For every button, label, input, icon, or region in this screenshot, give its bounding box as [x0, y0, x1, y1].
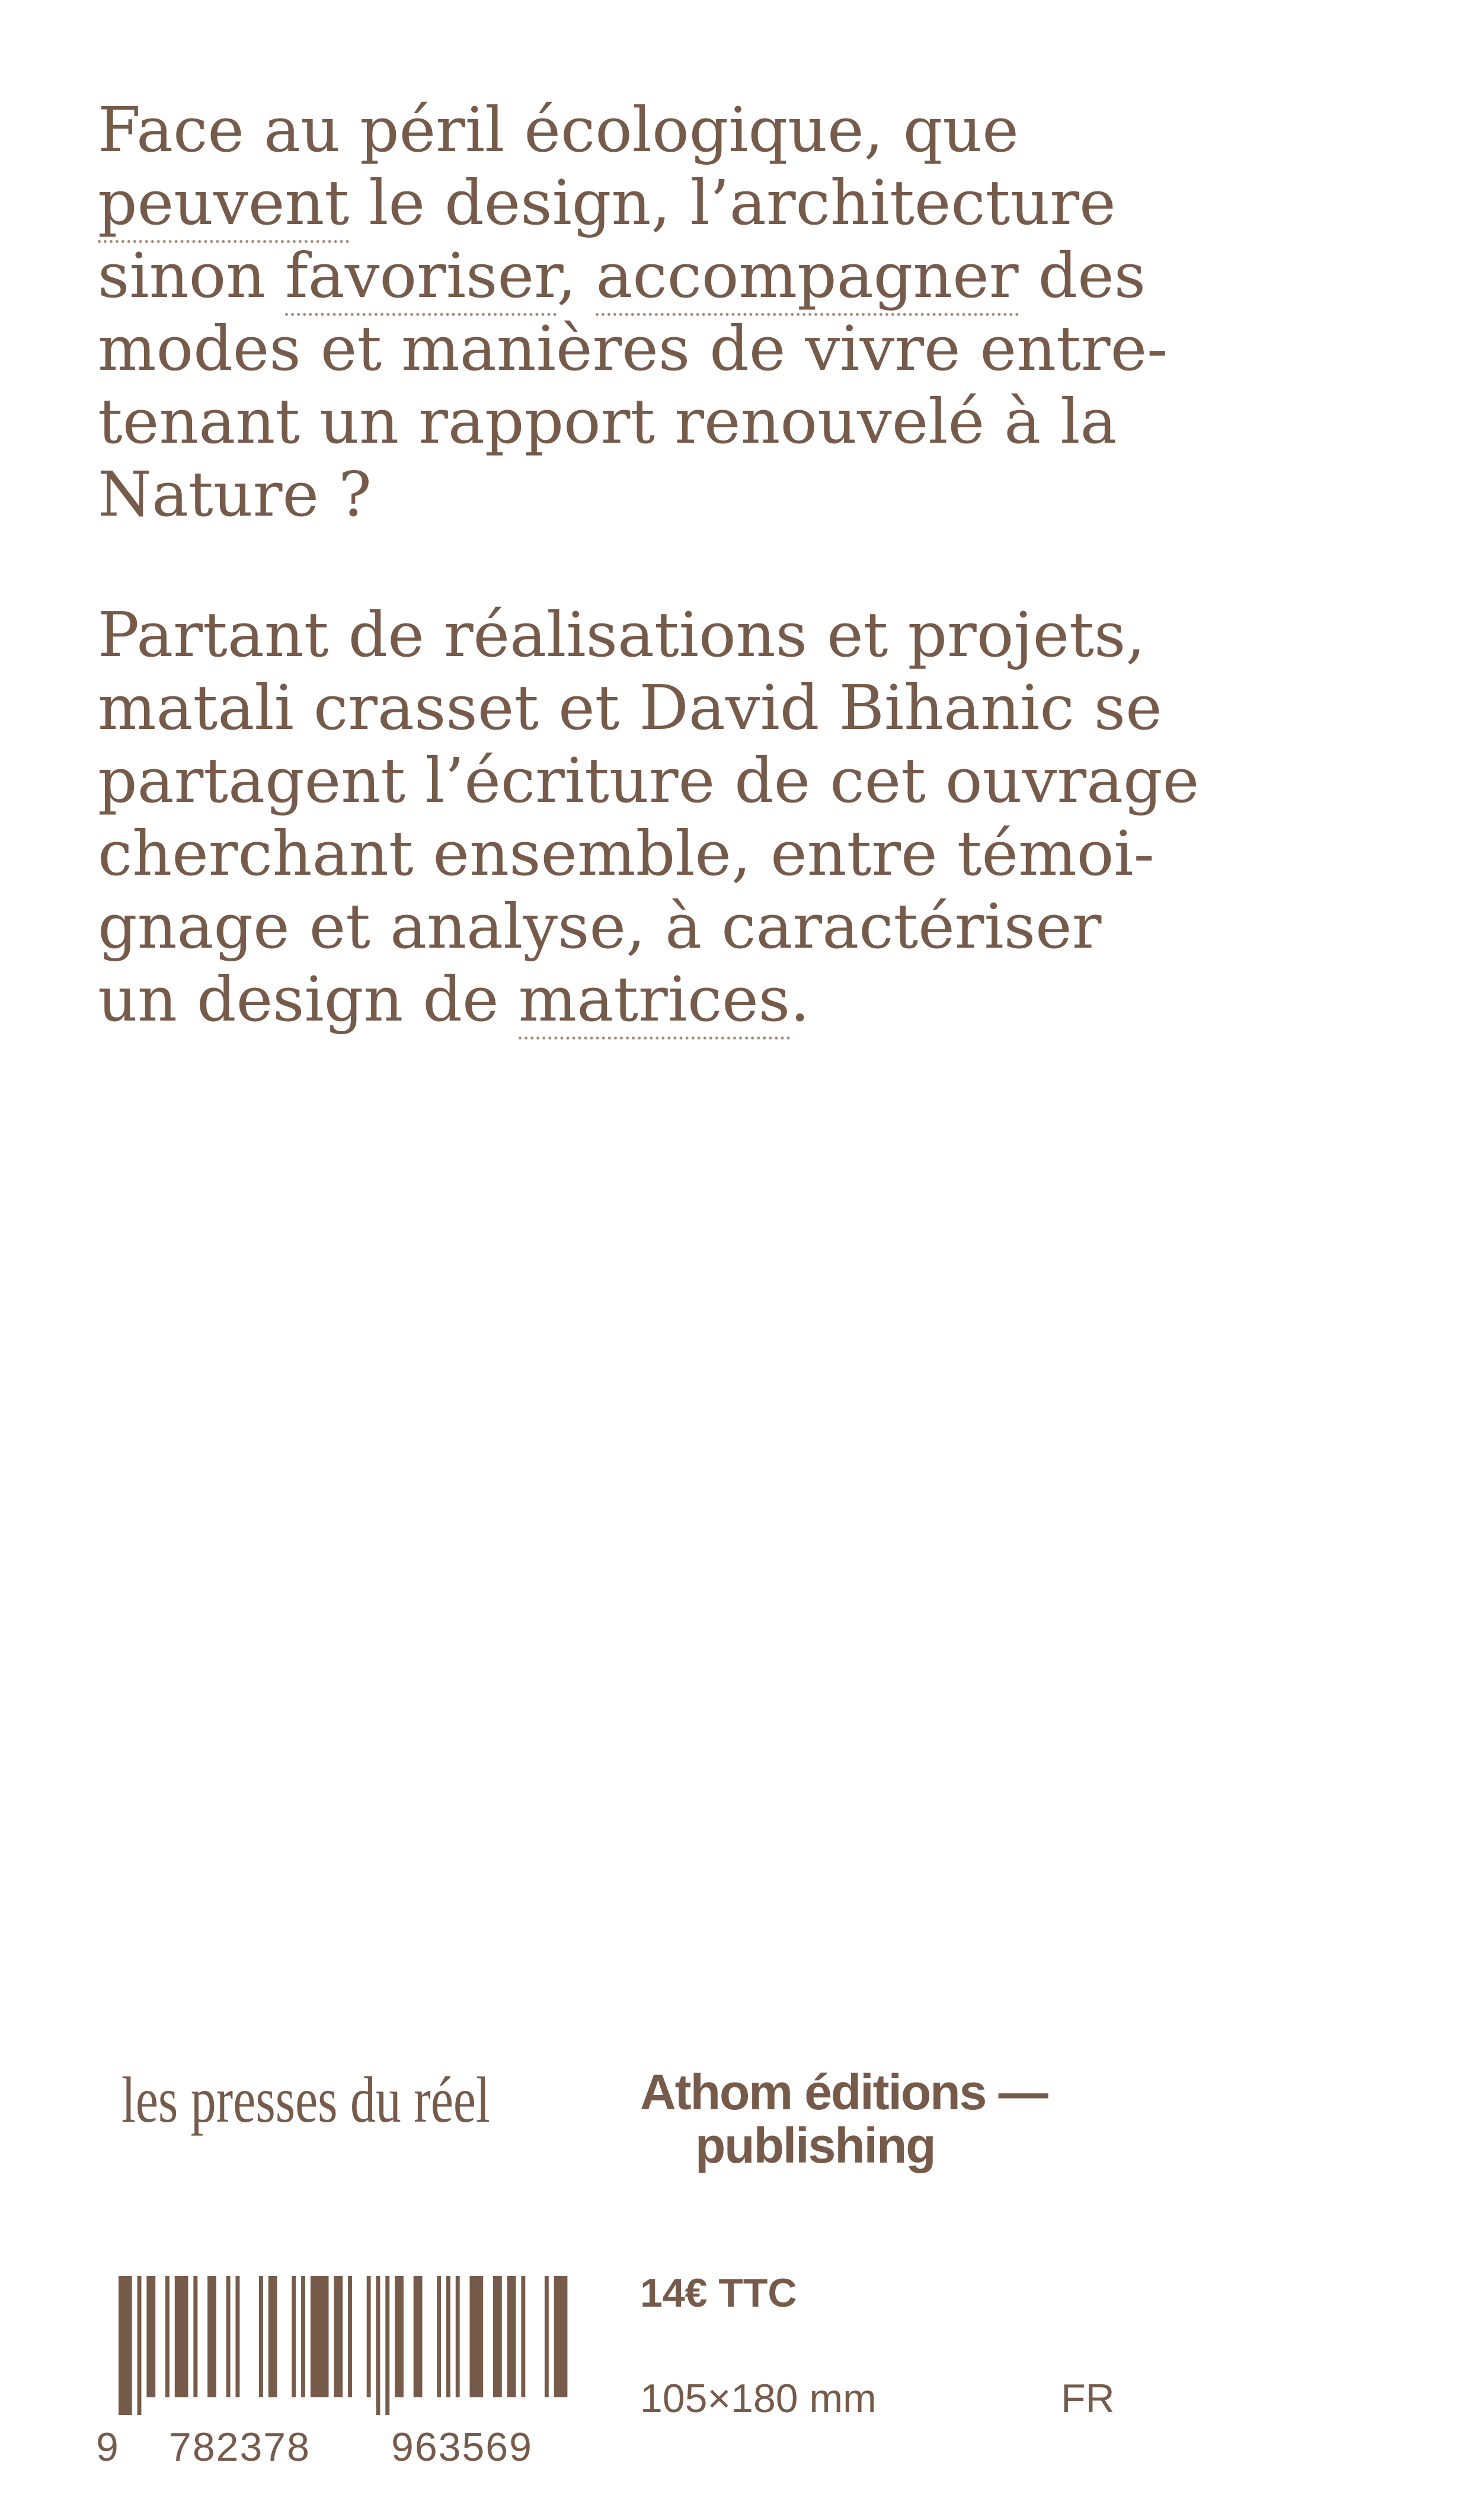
blurb-line: Partant de réalisations et projets, — [98, 599, 1146, 671]
text-run: . — [790, 963, 810, 1035]
barcode-bar — [119, 2276, 132, 2415]
barcode-bar — [137, 2276, 142, 2415]
barcode-bar — [259, 2276, 263, 2397]
blurb-line: partagent l’écriture de cet ouvrage — [98, 744, 1200, 817]
text-run: un design de — [98, 963, 519, 1035]
barcode-bars — [119, 2276, 569, 2415]
blurb-line: Nature ? — [98, 458, 372, 530]
underlined-term: matrices — [519, 963, 791, 1040]
blurb-line: modes et manières de vivre entre- — [98, 312, 1168, 385]
isbn-group-1: 782378 — [169, 2425, 311, 2470]
barcode-bar — [367, 2276, 371, 2397]
barcode-bar — [414, 2276, 423, 2397]
barcode-bar — [470, 2276, 484, 2397]
blurb-line — [98, 239, 1402, 312]
blurb-line: Face au péril écologique, que — [98, 94, 1019, 166]
barcode-bar — [236, 2276, 240, 2397]
barcode-bar — [385, 2276, 389, 2415]
price: 14€ TTC — [640, 2270, 797, 2316]
blurb-paragraph-2 — [98, 599, 1402, 1036]
barcode-bar — [545, 2276, 549, 2397]
blurb-line — [98, 167, 1402, 239]
publisher-logo-les-presses-du-reel: les presses du réel — [121, 2064, 490, 2136]
barcode-bar — [207, 2276, 216, 2397]
text-run: , — [557, 239, 596, 312]
barcode-bar — [268, 2276, 277, 2397]
barcode-bar — [395, 2276, 404, 2397]
blurb-line — [98, 963, 1402, 1036]
isbn-group-2: 963569 — [391, 2425, 533, 2470]
barcode-bar — [446, 2276, 450, 2397]
barcode-bar — [301, 2276, 305, 2397]
barcode-bar — [311, 2276, 329, 2397]
barcode-bar — [292, 2276, 296, 2397]
barcode-bar — [437, 2276, 441, 2397]
blurb-line: cherchant ensemble, entre témoi- — [98, 817, 1155, 890]
isbn-prefix: 9 — [96, 2425, 120, 2470]
barcode-bar — [193, 2276, 197, 2397]
barcode-bar — [456, 2276, 460, 2397]
barcode-bar — [493, 2276, 502, 2397]
book-dimensions: 105×180 mm — [640, 2376, 877, 2421]
publisher-logo-athom — [640, 2065, 1047, 2172]
barcode-bar — [175, 2276, 188, 2397]
language-code: FR — [1061, 2376, 1115, 2421]
underlined-term: accompagner — [596, 239, 1018, 316]
underlined-term: peuvent — [98, 167, 349, 243]
barcode-bar — [554, 2276, 568, 2397]
barcode-bar — [507, 2276, 516, 2397]
text-run: des — [1018, 239, 1146, 312]
barcode-bar — [348, 2276, 352, 2397]
barcode-bar — [376, 2276, 380, 2415]
text-run: le design, l’architecture — [349, 167, 1116, 239]
blurb-line: gnage et analyse, à caractériser — [98, 890, 1102, 962]
blurb-line: matali crasset et David Bihanic se — [98, 671, 1162, 744]
barcode-bar — [334, 2276, 343, 2397]
athom-line-2: publishing — [695, 2118, 935, 2173]
barcode-bar — [165, 2276, 170, 2397]
barcode-bar — [521, 2276, 525, 2397]
athom-line-1: Athom éditions — — [640, 2064, 1047, 2120]
barcode — [119, 2276, 569, 2415]
blurb-line: tenant un rapport renouvelé à la — [98, 385, 1117, 458]
barcode-bar — [226, 2276, 231, 2397]
text-run: sinon — [98, 239, 286, 312]
underlined-term: favoriser — [285, 239, 557, 316]
blurb-paragraph-1 — [98, 94, 1402, 531]
barcode-bar — [146, 2276, 155, 2397]
